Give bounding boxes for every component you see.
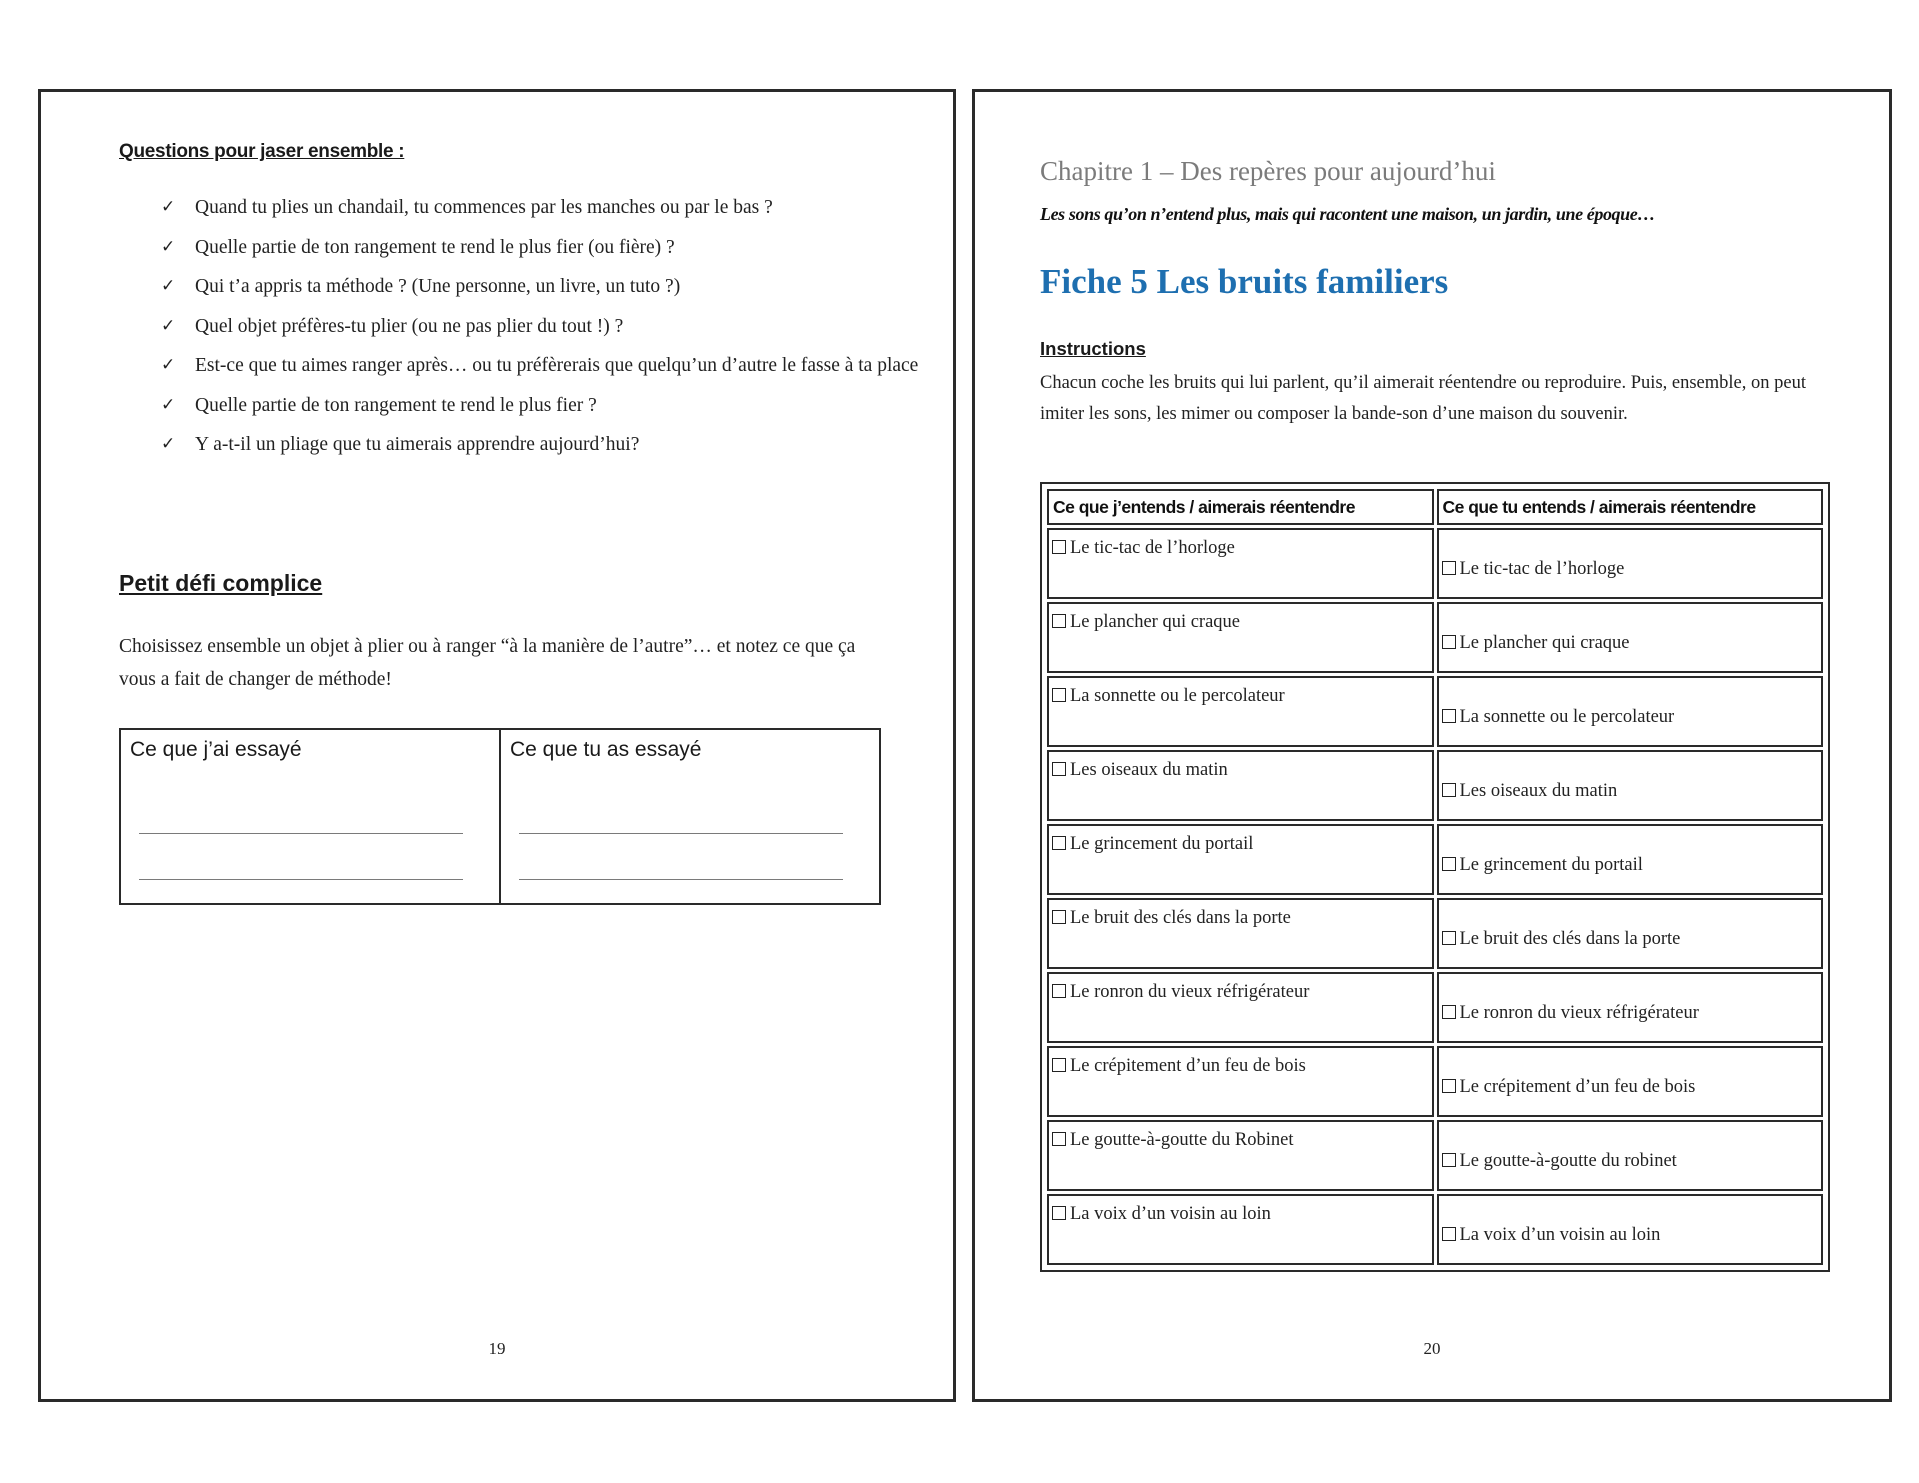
page-number: 19: [488, 1339, 506, 1358]
checkbox-icon[interactable]: [1052, 910, 1066, 924]
try-table: [119, 728, 881, 905]
sound-option-you[interactable]: Le bruit des clés dans la porte: [1437, 898, 1824, 969]
sound-option-me[interactable]: La sonnette ou le percolateur: [1047, 676, 1434, 747]
table-header-row: [1047, 489, 1823, 525]
checkbox-icon[interactable]: [1052, 540, 1066, 554]
page-number: 20: [1423, 1339, 1441, 1358]
fiche-title: Fiche 5 Les bruits familiers: [1040, 262, 1449, 301]
sound-option-you[interactable]: Les oiseaux du matin: [1437, 750, 1824, 821]
check-icon: ✓: [161, 315, 176, 336]
question-item: ✓ Y a-t-il un pliage que tu aimerais apprendre aujourd’hui?: [161, 425, 921, 465]
sound-option-you[interactable]: Le crépitement d’un feu de bois: [1437, 1046, 1824, 1117]
checkbox-icon[interactable]: [1052, 614, 1066, 628]
questions-heading: Questions pour jaser ensemble :: [119, 141, 405, 162]
sound-option-you[interactable]: Le ronron du vieux réfrigérateur: [1437, 972, 1824, 1043]
table-row: [1047, 602, 1823, 673]
sound-option-me[interactable]: Le bruit des clés dans la porte: [1047, 898, 1434, 969]
check-icon: ✓: [161, 394, 176, 415]
table-row: [1047, 750, 1823, 821]
checkbox-icon[interactable]: [1052, 1132, 1066, 1146]
check-icon: ✓: [161, 197, 176, 217]
instructions-text: Chacun coche les bruits qui lui parlent, qu’il aimerait réentendre ou reproduire. Puis, ensemble, on peut imiter les sons, les mimer ou composer la bande-son d’une maison du souvenir.: [1040, 373, 1806, 424]
checkbox-icon[interactable]: [1052, 836, 1066, 850]
checkbox-icon[interactable]: [1442, 561, 1456, 575]
write-line[interactable]: [139, 833, 463, 834]
sound-option-you[interactable]: Le goutte-à-goutte du robinet: [1437, 1120, 1824, 1191]
question-item: ✓ Quel objet préfères-tu plier (ou ne pas plier du tout !) ?: [161, 307, 921, 347]
sound-option-me[interactable]: La voix d’un voisin au loin: [1047, 1194, 1434, 1265]
question-item: ✓ Quand tu plies un chandail, tu commences par les manches ou par le bas ?: [161, 188, 921, 228]
checkbox-icon[interactable]: [1052, 1058, 1066, 1072]
try-col-title: Ce que j’ai essayé: [130, 738, 302, 761]
checkbox-icon[interactable]: [1442, 1153, 1456, 1167]
try-col-title: Ce que tu as essayé: [510, 738, 702, 761]
try-col-you: [499, 730, 879, 903]
table-row: [1047, 824, 1823, 895]
question-item: ✓ Qui t’a appris ta méthode ? (Une personne, un livre, un tuto ?): [161, 267, 921, 307]
sound-option-me[interactable]: Le plancher qui craque: [1047, 602, 1434, 673]
challenge-text: Choisissez ensemble un objet à plier ou à ranger “à la manière de l’autre”… et notez ce que ça vous a fait de changer de méthode!: [119, 636, 856, 690]
questions-list: [161, 188, 921, 465]
table-row: [1047, 528, 1823, 599]
chapter-subtitle: Les sons qu’on n’entend plus, mais qui racontent une maison, un jardin, une époque…: [1040, 204, 1655, 224]
check-icon: ✓: [161, 276, 176, 296]
sound-option-me[interactable]: Les oiseaux du matin: [1047, 750, 1434, 821]
checkbox-icon[interactable]: [1052, 1206, 1066, 1220]
checkbox-icon[interactable]: [1442, 709, 1456, 723]
checkbox-icon[interactable]: [1052, 984, 1066, 998]
try-col-me: [121, 730, 499, 903]
table-row: [1047, 1120, 1823, 1191]
table-row: [1047, 1194, 1823, 1265]
checkbox-icon[interactable]: [1442, 1079, 1456, 1093]
sound-option-you[interactable]: Le grincement du portail: [1437, 824, 1824, 895]
question-item: ✓ Quelle partie de ton rangement te rend le plus fier ?: [161, 386, 921, 426]
check-icon: ✓: [161, 355, 176, 375]
sounds-table: [1040, 482, 1830, 1272]
checkbox-icon[interactable]: [1442, 783, 1456, 797]
checkbox-icon[interactable]: [1442, 1005, 1456, 1019]
checkbox-icon[interactable]: [1052, 688, 1066, 702]
write-line[interactable]: [519, 833, 843, 834]
question-item: ✓ Quelle partie de ton rangement te rend le plus fier (ou fière) ?: [161, 228, 921, 268]
page-20: [972, 89, 1892, 1402]
column-header-you: Ce que tu entends / aimerais réentendre: [1437, 489, 1824, 525]
question-item: ✓ Est-ce que tu aimes ranger après… ou tu préfèrerais que quelqu’un d’autre le fasse à ta place: [161, 346, 921, 386]
sound-option-you[interactable]: Le tic-tac de l’horloge: [1437, 528, 1824, 599]
sound-option-me[interactable]: Le crépitement d’un feu de bois: [1047, 1046, 1434, 1117]
sound-option-me[interactable]: Le tic-tac de l’horloge: [1047, 528, 1434, 599]
sound-option-me[interactable]: Le goutte-à-goutte du Robinet: [1047, 1120, 1434, 1191]
page-19: [38, 89, 956, 1402]
table-row: [1047, 1046, 1823, 1117]
sound-option-me[interactable]: Le grincement du portail: [1047, 824, 1434, 895]
checkbox-icon[interactable]: [1442, 857, 1456, 871]
challenge-heading: Petit défi complice: [119, 570, 323, 596]
write-line[interactable]: [139, 879, 463, 880]
sound-option-you[interactable]: La voix d’un voisin au loin: [1437, 1194, 1824, 1265]
sound-option-you[interactable]: Le plancher qui craque: [1437, 602, 1824, 673]
check-icon: ✓: [161, 434, 176, 454]
table-row: [1047, 898, 1823, 969]
check-icon: ✓: [161, 236, 176, 257]
checkbox-icon[interactable]: [1442, 931, 1456, 945]
checkbox-icon[interactable]: [1442, 635, 1456, 649]
sound-option-me[interactable]: Le ronron du vieux réfrigérateur: [1047, 972, 1434, 1043]
checkbox-icon[interactable]: [1052, 762, 1066, 776]
checkbox-icon[interactable]: [1442, 1227, 1456, 1241]
chapter-title: Chapitre 1 – Des repères pour aujourd’hui: [1040, 156, 1496, 186]
table-row: [1047, 972, 1823, 1043]
table-row: [1047, 676, 1823, 747]
sound-option-you[interactable]: La sonnette ou le percolateur: [1437, 676, 1824, 747]
write-line[interactable]: [519, 879, 843, 880]
column-header-me: Ce que j’entends / aimerais réentendre: [1047, 489, 1434, 525]
instructions-label: Instructions: [1040, 338, 1146, 359]
